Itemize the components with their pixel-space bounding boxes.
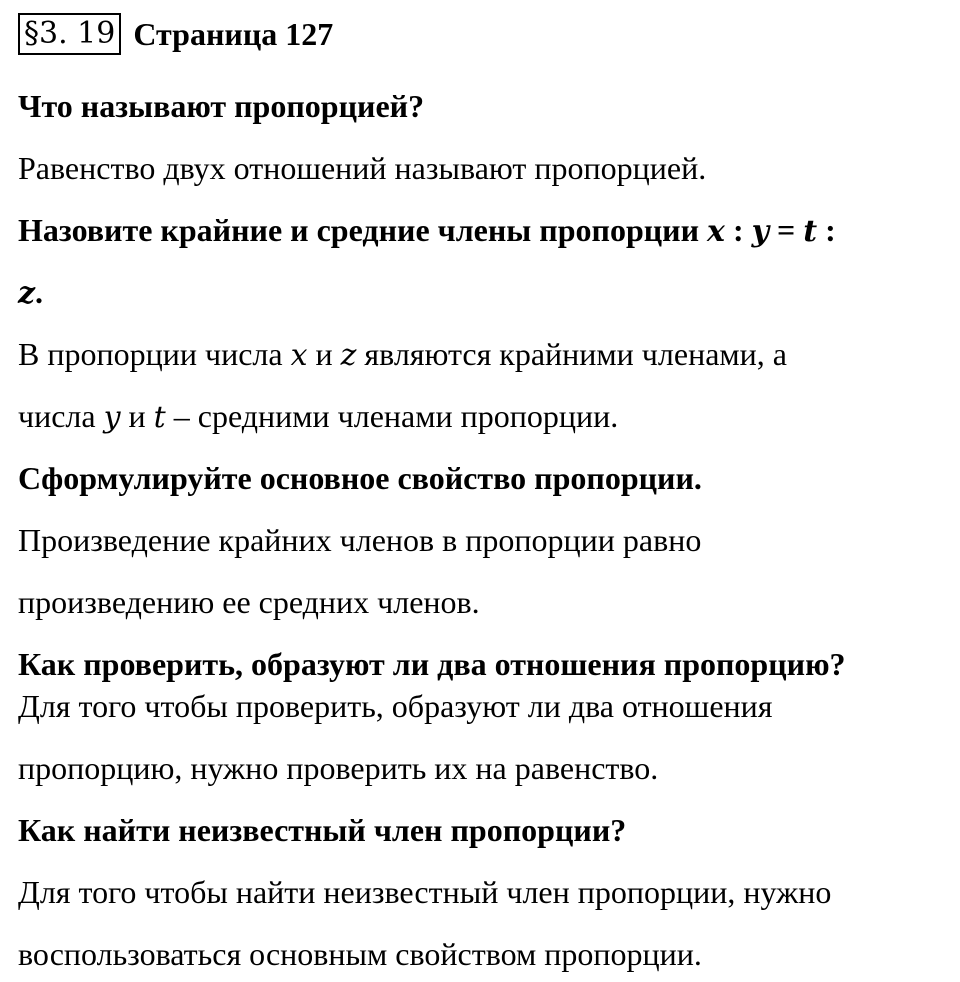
answer-2-line-2	[18, 396, 618, 436]
math-y: y	[103, 400, 121, 435]
page-title: Страница 127	[133, 16, 334, 52]
question-2-text: Назовите крайние и средние члены пропорции	[18, 212, 700, 248]
answer-1: Равенство двух отношений называют пропорцией.	[18, 150, 707, 186]
answer-2-text-1: В пропорции числа	[18, 336, 283, 372]
conjunction-and: и	[315, 336, 333, 372]
answer-2-text-4: – средними членами пропорции.	[173, 398, 619, 434]
answer-4-line-2: пропорцию, нужно проверить их на равенство.	[18, 750, 659, 786]
page-header	[18, 14, 333, 54]
answer-4-line-1: Для того чтобы проверить, образуют ли два отношения	[18, 688, 773, 724]
question-2	[18, 210, 836, 250]
answer-3-line-2: произведению ее средних членов.	[18, 584, 480, 620]
conjunction-and: и	[128, 398, 146, 434]
answer-2-text-2: являются крайними членами, а	[364, 336, 787, 372]
question-2-continuation	[18, 272, 43, 312]
question-5: Как найти неизвестный член пропорции?	[18, 812, 627, 848]
answer-2-text-3: числа	[18, 398, 96, 434]
math-z: z	[340, 338, 357, 373]
formula-period: .	[35, 274, 44, 310]
question-3: Сформулируйте основное свойство пропорции.	[18, 460, 702, 496]
formula-x: x	[707, 214, 725, 249]
formula-colon-1: :	[724, 212, 752, 248]
formula-equals: =	[769, 212, 804, 248]
answer-5-line-1: Для того чтобы найти неизвестный член пропорции, нужно	[18, 874, 832, 910]
answer-2-line-1	[18, 334, 787, 374]
question-1: Что называют пропорцией?	[18, 88, 425, 124]
formula-t: t	[803, 214, 818, 249]
math-x: x	[290, 338, 308, 373]
math-t: t	[153, 400, 166, 435]
section-number-box: §3. 19	[18, 13, 121, 55]
formula-y: y	[751, 214, 770, 249]
formula-colon-2: :	[817, 212, 836, 248]
question-4: Как проверить, образуют ли два отношения пропорцию?	[18, 646, 846, 682]
answer-5-line-2: воспользоваться основным свойством пропорции.	[18, 936, 702, 972]
answer-3-line-1: Произведение крайних членов в пропорции равно	[18, 522, 702, 558]
formula-z: z	[18, 276, 36, 311]
